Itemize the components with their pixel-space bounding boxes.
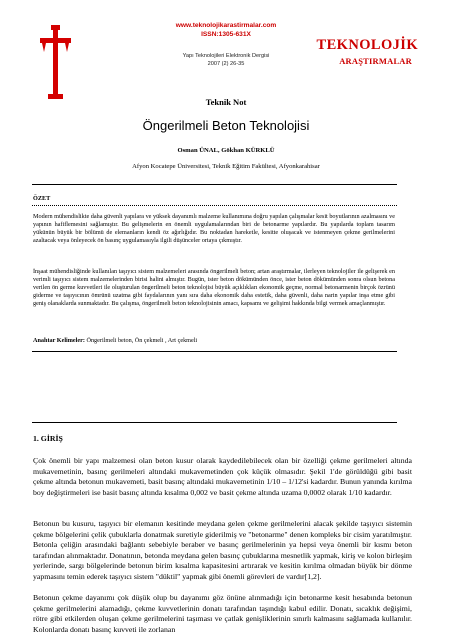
journal-logo-icon <box>30 22 80 102</box>
article-affiliation: Afyon Kocatepe Üniversitesi, Teknik Eğitim Fakültesi, Afyonkarahisar <box>132 163 320 170</box>
section-top-rule <box>32 422 397 423</box>
brand-title-line2: ARAŞTIRMALAR <box>339 56 412 66</box>
journal-name: Yapı Teknolojileri Elektronik Dergisi <box>182 53 270 59</box>
journal-issn: ISSN:1305-631X <box>201 31 251 38</box>
abstract-heading: ÖZET <box>33 195 51 202</box>
journal-url[interactable]: www.teknolojikarastirmalar.com <box>175 22 277 29</box>
article-authors: Osman ÜNAL, Gökhan KÜRKLÜ <box>177 147 275 154</box>
abstract-top-rule <box>32 184 397 185</box>
section-heading: 1. GİRİŞ <box>33 434 63 443</box>
body-paragraph-3: Betonun çekme dayanımı çok düşük olup bu dayanımı göz önüne alınmadığı için betonarme kesit hesabında betonun çekme gerilmelerini alamadığı, çekme kuvvetlerinin donatı tarafından taşındığı kabul edilir. Donatı, sıcaklık değişimi, rötre gibi etkilerden oluşan çekme gerilmelerini taşıması ve çatlak genişliklerinin sınırlı kalmasını sağlamada kullanılır. Kolonlarda donatı basınç kuvveti ile zorlanan <box>33 593 412 634</box>
abstract-bottom-rule <box>32 351 397 352</box>
article-type-label: Teknik Not <box>205 97 247 107</box>
journal-volume: 2007 (2) 26-35 <box>207 61 245 67</box>
brand-title-line1: TEKNOLOJİK <box>316 37 418 53</box>
keywords-label: Anahtar Kelimeler: <box>33 337 85 344</box>
keywords-list: Öngerilmeli beton, Ön çekmeli , Art çekmeli <box>84 337 198 344</box>
abstract-paragraph-2: İnşaat mühendisliğinde kullanılan taşıyıcı sistem malzemeleri arasında öngerilmeli beton; artan araştırmalar, ilerleyen teknolojiler ile gelişerek en verimli taşıyıcı sistem malzemelerinden birisi halini almıştır. Bugün, ister beton dökümünden önce, ister beton dökümünden sonra olsun betona verilen ön germe kuvvetleri ile oluşturulan öngerilmeli beton teknolojisi büyük açıklıkları ekonomik geçme, normal betonarmenin birçok özrünü giderme ve taşıyıcının ömrünü uzatma gibi faydalarının yanı sıra daha ekonomik daha estetik, daha güvenli, daha narin yapılar inşa etme gibi geniş olanaklarda sunmaktadır. Bu çalışma, öngerilmeli beton teknolojisinin amacı, kapsamı ve gelişimi hakkında bilgi vermek amaçlanmıştır. <box>33 268 395 307</box>
body-paragraph-1: Çok önemli bir yapı malzemesi olan beton kusur olarak kaydedilebilecek olan bir özelliği çekme gerilmeleri altında mukavemetinin, basınç gerilmeleri altındaki mukavemetinden çok küçük olmasıdır. Şekil 1'de görüldüğü gibi basit çekme altında betonun mukavemeti, basit basınç altındaki mukavemetinin 1/10 – 1/12'si kadardır. Bunun yanında kırılma boy değiştirmeleri ise basit basınç altında kısalma 0,002 ve basit çekme altında uzama 0,0002 olarak 1/10 kadardır. <box>33 456 412 497</box>
abstract-paragraph-1: Modern mühendislikte daha güvenli yapılara ve yüksek dayanımlı malzeme kullanımına doğru yapılan çalışmalar kesit boyutlarının azalmasını ve yapının hafiflemesini sağlamıştır. Bu gelişmelerin en önemli uygulamalarından biri de betonarme yapılardır. Bu yapılarda toplam tasarım yükünün büyük bir bölümü de elemanların kendi öz ağırlığıdır. Bu noktadan hareketle, kesitte oluşacak ve istenmeyen çekme gerilmelerini azaltacak veya önleyecek ön basınç uygulamasıyla ilgili düşünceler ortaya çıkmıştır. <box>33 213 395 244</box>
article-title: Öngerilmeli Beton Teknolojisi <box>142 118 310 133</box>
abstract-keywords <box>33 337 197 344</box>
body-paragraph-2: Betonun bu kusuru, taşıyıcı bir elemanın kesitinde meydana gelen çekme gerilmelerini alacak şekilde taşıyıcı sistemin çekme bölgelerini çelik çubuklarla donatmak suretiyle giderilmiş ve "betonarme" denen kompleks bir cisim yaratılmıştır. Betonla çeliğin arasındaki bağlantı sebebiyle beraber ve basınç gerilmelerinin ya hepsi veya önemli bir kısmı beton tarafından alınmaktadır. Donatının, betonda meydana gelen basınç çubuklarına mesnetlik yapmak, kiriş ve kolon birleşim yerlerinde, sargı bölgelerinde betonun birim kısalma kapasitesini artırarak ve kesitin kırılma olmadan büyük bir dönme yapmasını temin ederek taşıyıcı sistem "düktil" yapmak gibi önemli görevleri de vardır[1,2]. <box>33 519 412 581</box>
abstract-heading-rule <box>32 205 397 206</box>
